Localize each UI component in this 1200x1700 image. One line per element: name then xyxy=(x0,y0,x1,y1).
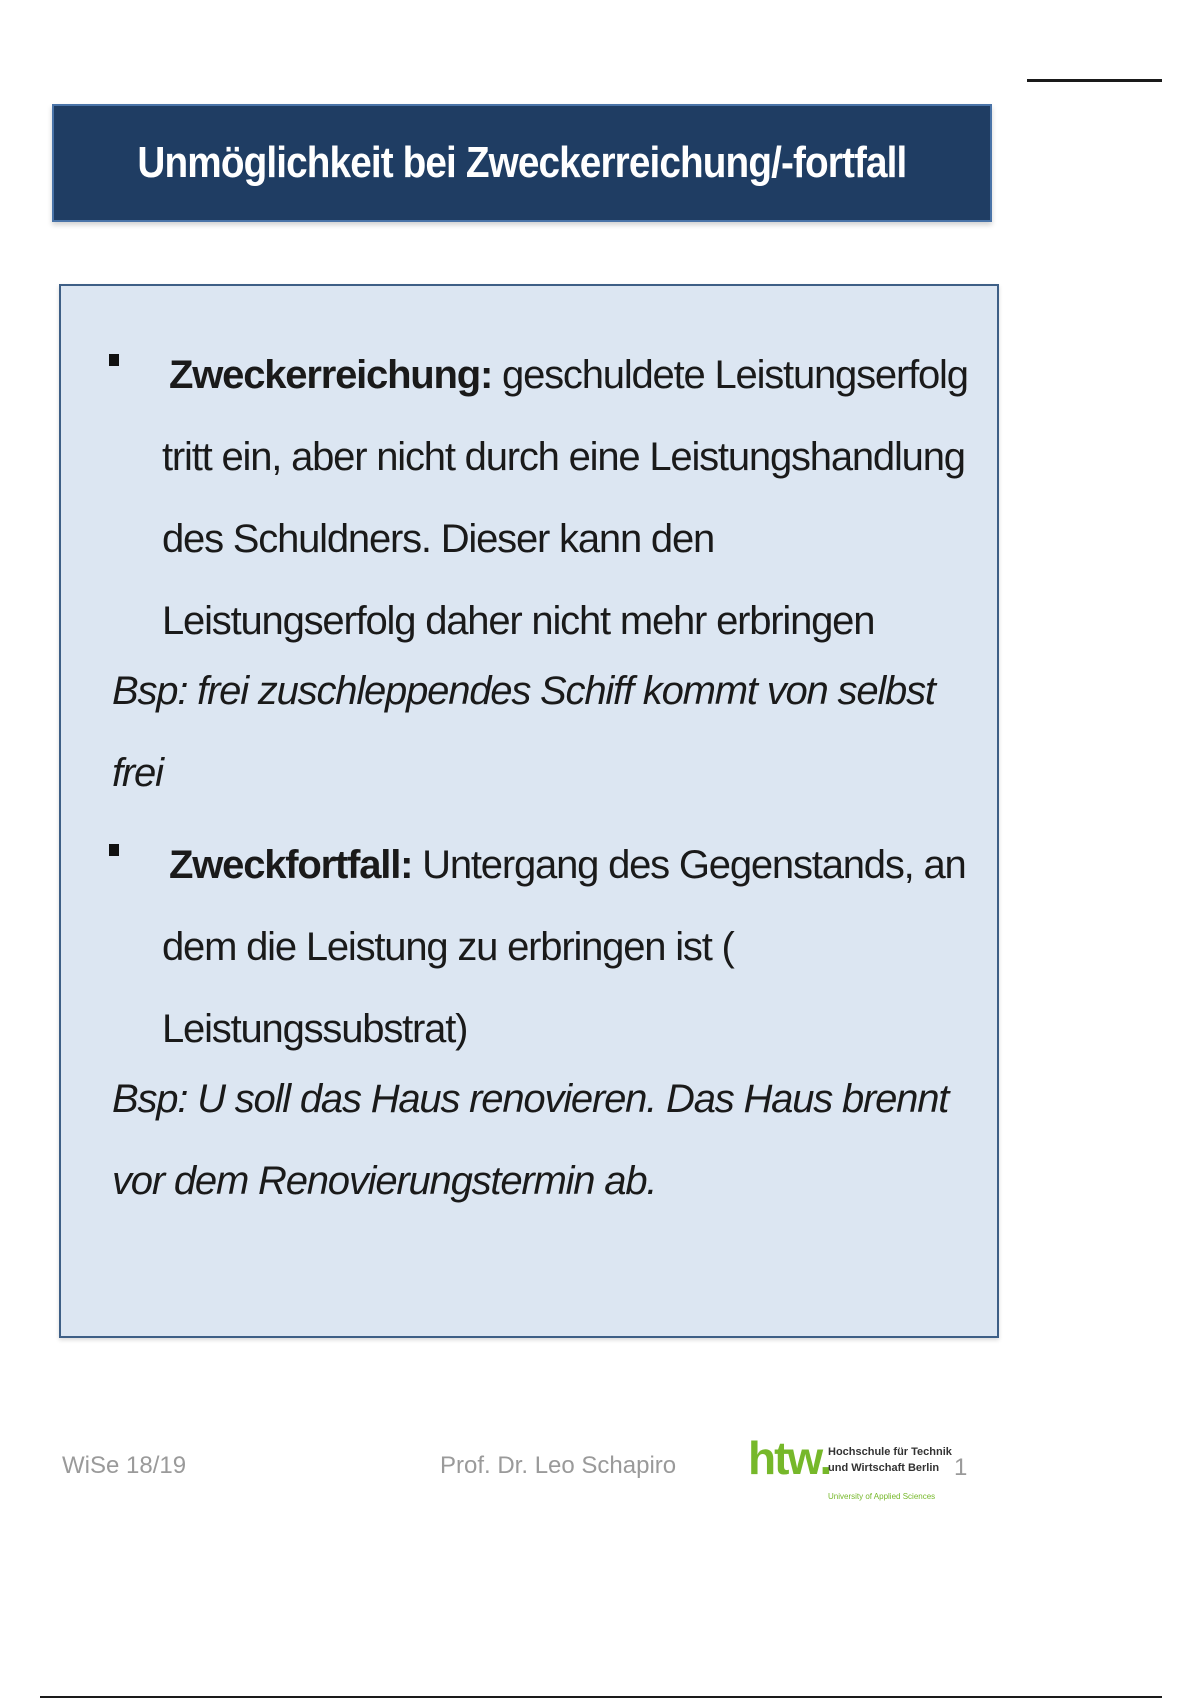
top-divider-line xyxy=(1027,79,1162,82)
footer-author: Prof. Dr. Leo Schapiro xyxy=(440,1452,677,1479)
bullet-item-zweckerreichung xyxy=(109,334,969,662)
bullet-term: Zweckfortfall: xyxy=(169,843,413,887)
example-text: Bsp: U soll das Haus renovieren. Das Haus brennt vor dem Renovierungstermin ab. xyxy=(112,1077,949,1203)
bullet-description: geschuldete Leistungserfolg tritt ein, aber nicht durch eine Leistungshandlung des Schuldners. Dieser kann den Leistungserfolg daher nicht mehr erbringen xyxy=(162,353,968,643)
bullet-item-zweckfortfall xyxy=(109,824,969,1070)
title-bar xyxy=(52,104,992,222)
bullet-text xyxy=(162,824,969,1070)
logo-text-line: Hochschule für Technik xyxy=(828,1446,952,1458)
logo-text-line: und Wirtschaft Berlin xyxy=(828,1462,940,1474)
bottom-divider-line xyxy=(40,1696,1162,1698)
square-bullet-icon xyxy=(109,844,119,856)
footer-semester: WiSe 18/19 xyxy=(62,1452,187,1479)
bullet-term: Zweckerreichung: xyxy=(169,353,493,397)
bullet-description: Untergang des Gegenstands, an dem die Leistung zu erbringen ist ( Leistungssubstrat) xyxy=(162,843,966,1051)
page-number: 1 xyxy=(954,1454,968,1481)
example-text: Bsp: frei zuschleppendes Schiff kommt von selbst frei xyxy=(112,669,935,795)
square-bullet-icon xyxy=(109,354,119,366)
content-box xyxy=(59,284,999,1338)
logo-tagline: University of Applied Sciences xyxy=(828,1492,936,1501)
htw-logo-mark: htw. xyxy=(748,1432,831,1484)
bullet-text xyxy=(162,334,969,662)
htw-logo xyxy=(748,1432,952,1512)
slide-title: Unmöglichkeit bei Zweckerreichung/-fortfall xyxy=(137,138,907,187)
